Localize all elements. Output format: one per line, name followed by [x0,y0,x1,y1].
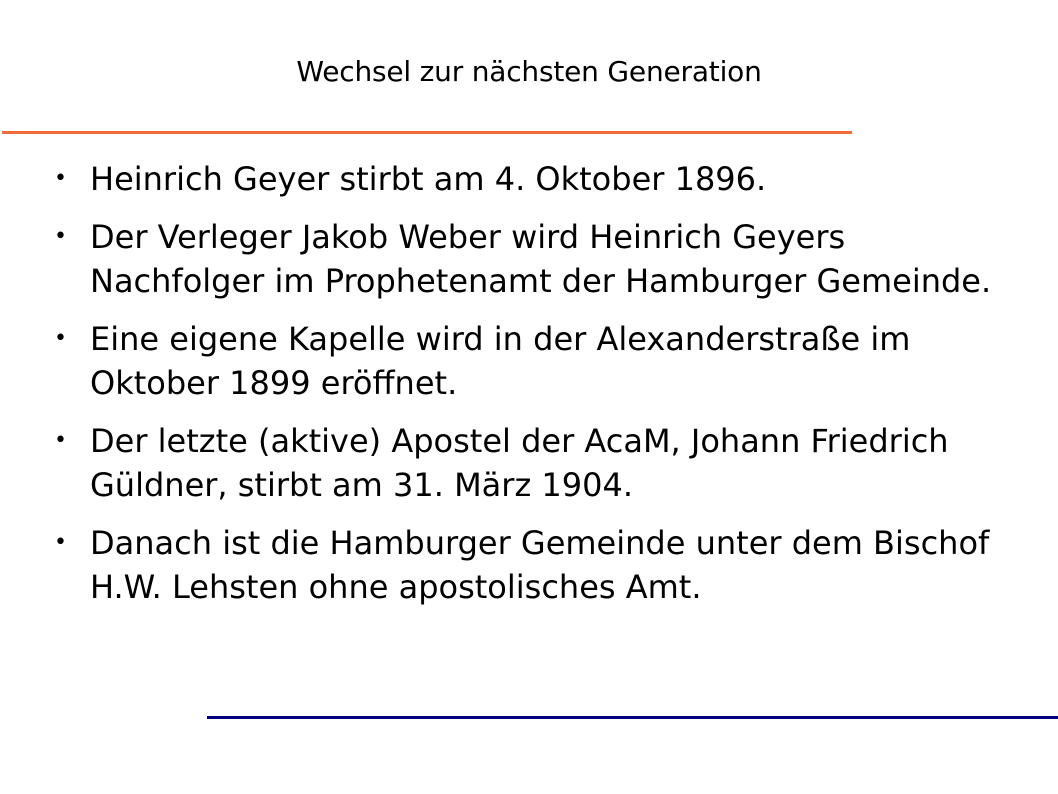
title-underline-divider [2,131,852,134]
bullet-dot-icon: • [54,166,67,191]
bullet-text: Der letzte (aktive) Apostel der AcaM, Johann Friedrich Güldner, stirbt am 31. März 1904. [90,422,949,504]
bullet-item [0,419,1058,507]
bullet-list [0,157,1058,623]
bullet-item [0,215,1058,303]
bullet-dot-icon: • [54,224,67,249]
bullet-item [0,317,1058,405]
bullet-dot-icon: • [54,530,67,555]
bullet-text: Eine eigene Kapelle wird in der Alexanderstraße im Oktober 1899 eröffnet. [90,320,911,402]
footer-divider [207,716,1058,719]
bullet-text: Heinrich Geyer stirbt am 4. Oktober 1896. [90,160,767,198]
bullet-item [0,521,1058,609]
bullet-dot-icon: • [54,326,67,351]
slide-title: Wechsel zur nächsten Generation [296,55,762,88]
bullet-text: Der Verleger Jakob Weber wird Heinrich Geyers Nachfolger im Prophetenamt der Hamburger Gemeinde. [90,218,992,300]
bullet-dot-icon: • [54,428,67,453]
bullet-text: Danach ist die Hamburger Gemeinde unter dem Bischof H.W. Lehsten ohne apostolisches Amt. [90,524,990,606]
bullet-item [0,157,1058,201]
